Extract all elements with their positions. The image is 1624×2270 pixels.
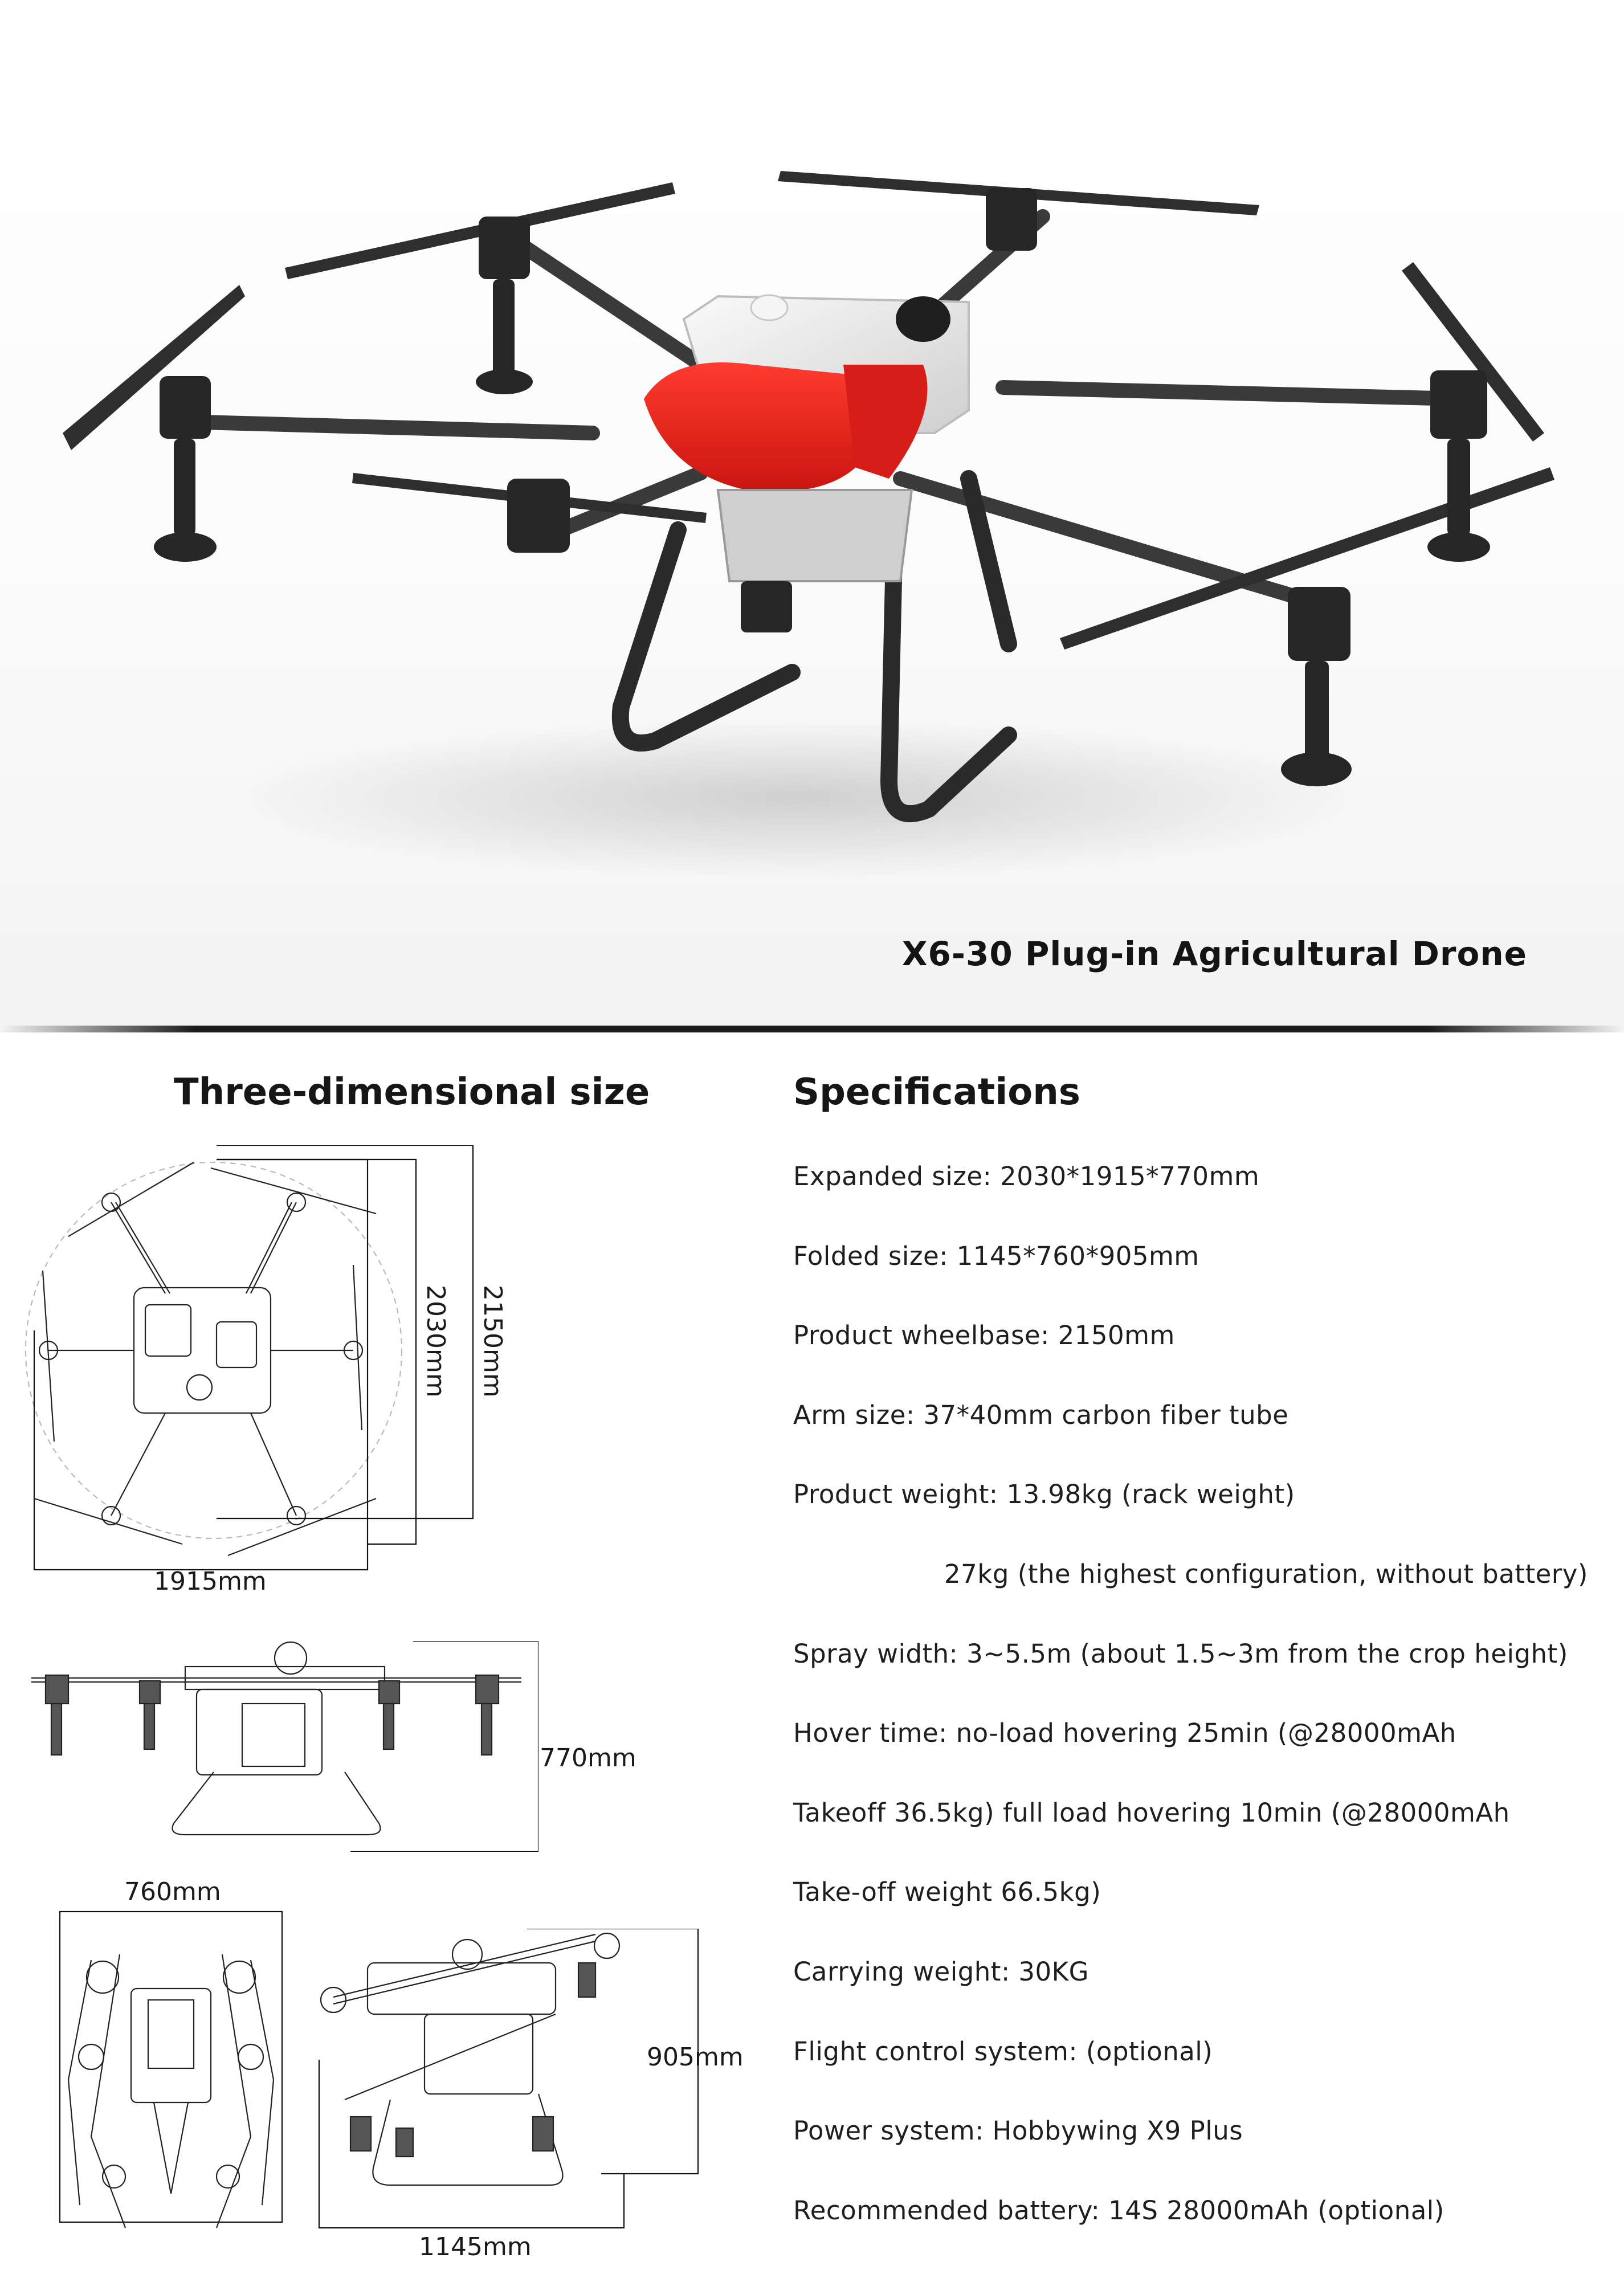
section-divider: [0, 1026, 1624, 1032]
spec-recommended-battery: Recommended battery: 14S 28000mAh (optional): [793, 2195, 1445, 2226]
dimensions-heading: Three-dimensional size: [174, 1071, 650, 1113]
spec-product-weight: Product weight: 13.98kg (rack weight): [793, 1479, 1295, 1510]
spec-takeoff-hover: Takeoff 36.5kg) full load hovering 10min (@28000mAh: [793, 1797, 1510, 1828]
spec-arm-size: Arm size: 37*40mm carbon fiber tube: [793, 1399, 1289, 1430]
dimension-1915-label: 1915mm: [154, 1567, 267, 1596]
spec-hover-time: Hover time: no-load hovering 25min (@28000mAh: [793, 1718, 1456, 1749]
specifications-list: [793, 1157, 1591, 2270]
spec-carrying-weight: Carrying weight: 30KG: [793, 1956, 1090, 1987]
spec-takeoff-weight: Take-off weight 66.5kg): [793, 1877, 1101, 1908]
hero-section: [0, 0, 1624, 1026]
dimension-2150-label: 2150mm: [478, 1285, 507, 1398]
folded-side-view-drawing: [311, 1929, 709, 2231]
dimension-770-label: 770mm: [540, 1744, 636, 1773]
spec-expanded-size: Expanded size: 2030*1915*770mm: [793, 1161, 1260, 1191]
top-view-drawing: [11, 1145, 490, 1578]
spec-highest-config-weight: 27kg (the highest configuration, without battery): [944, 1558, 1588, 1589]
spec-wheelbase: Product wheelbase: 2150mm: [793, 1320, 1175, 1351]
folded-front-view-drawing: [57, 1909, 285, 2234]
dimension-905-label: 905mm: [647, 2043, 744, 2072]
specifications-heading: Specifications: [793, 1071, 1080, 1113]
dimension-760-label: 760mm: [124, 1877, 221, 1906]
spec-flight-control: Flight control system: (optional): [793, 2036, 1213, 2067]
dimension-1145-label: 1145mm: [419, 2232, 532, 2261]
product-title: X6-30 Plug-in Agricultural Drone: [901, 934, 1527, 973]
drone-render-image: [0, 0, 1624, 1026]
spec-spray-width: Spray width: 3~5.5m (about 1.5~3m from the crop height): [793, 1638, 1568, 1669]
dimension-2030-label: 2030mm: [421, 1285, 450, 1398]
side-view-drawing: [26, 1641, 538, 1852]
spec-folded-size: Folded size: 1145*760*905mm: [793, 1240, 1199, 1271]
spec-power-system: Power system: Hobbywing X9 Plus: [793, 2116, 1243, 2146]
